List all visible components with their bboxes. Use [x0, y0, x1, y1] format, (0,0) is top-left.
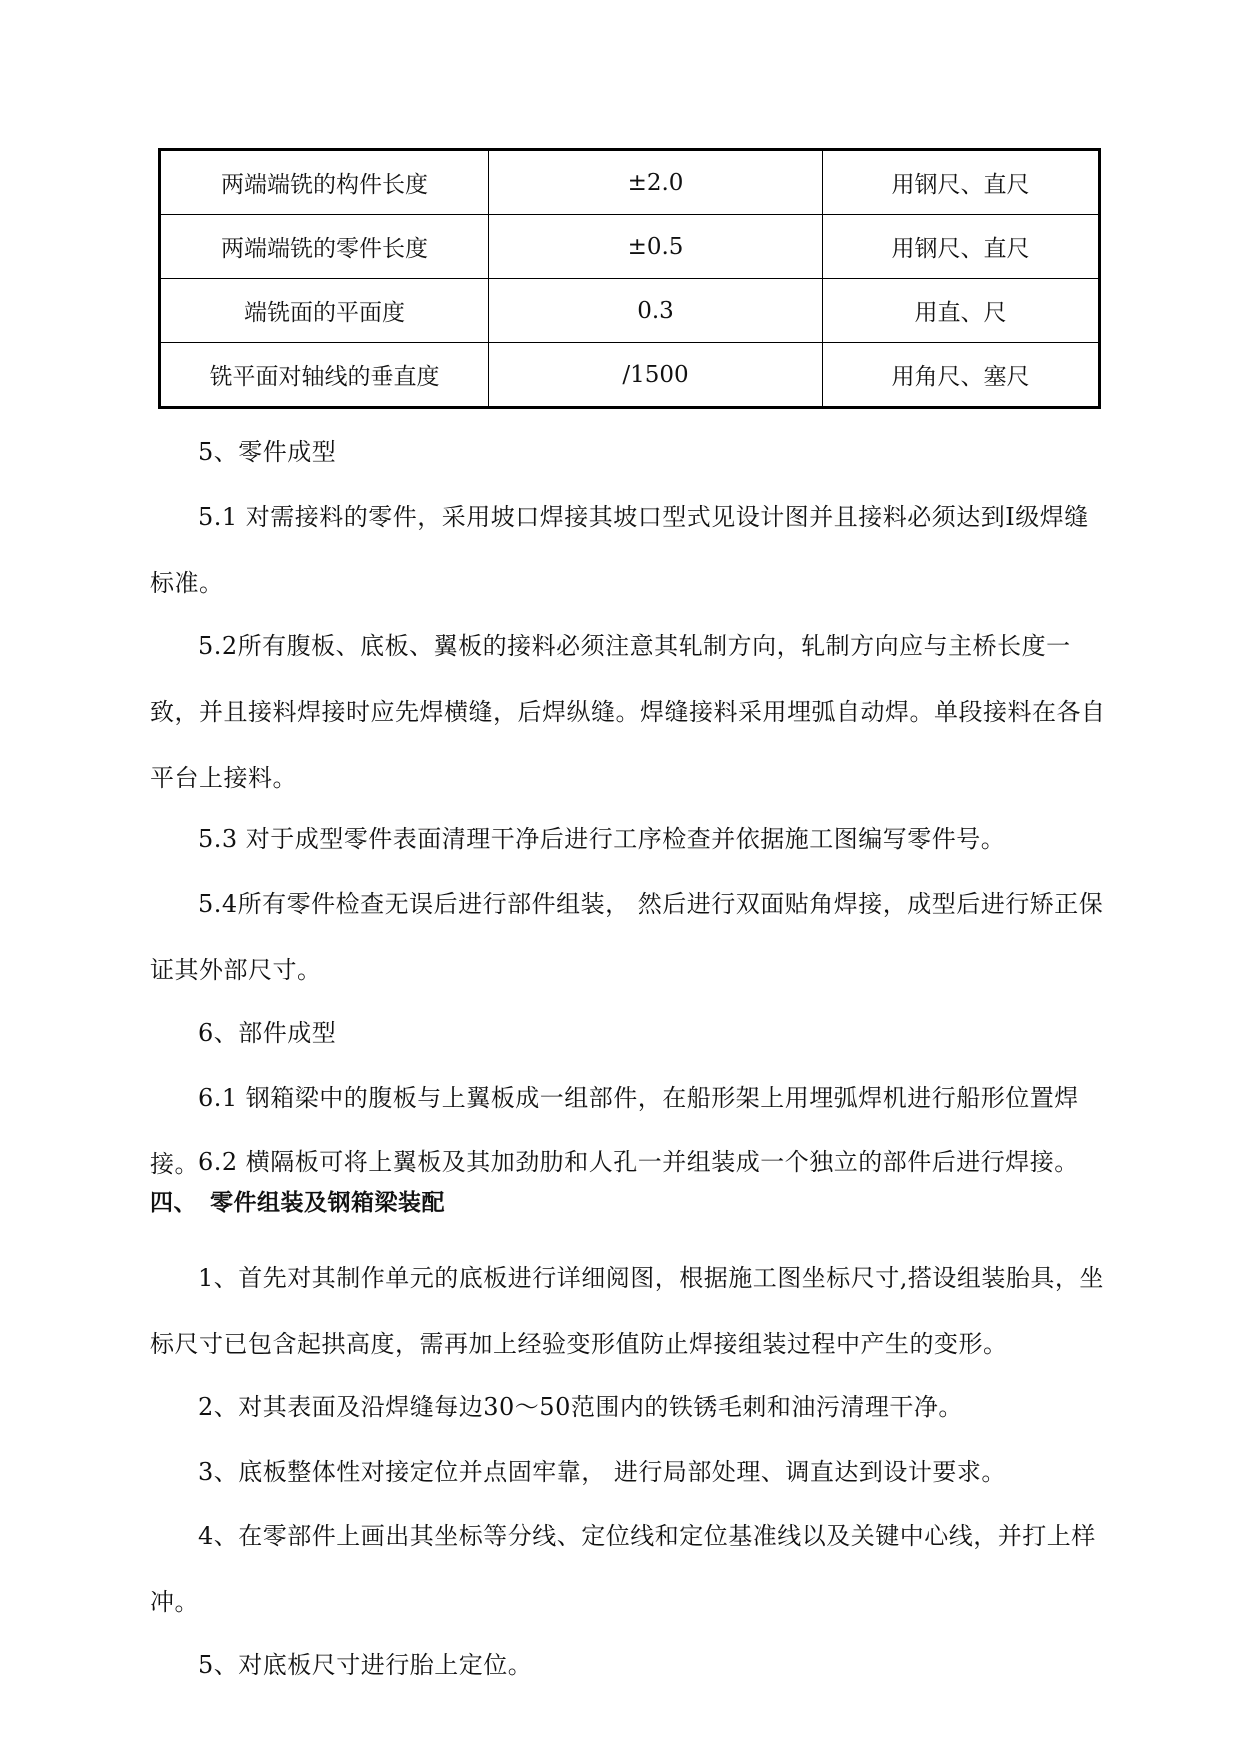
table-cell-method: 用直、尺	[823, 279, 1100, 343]
section-title-component-forming: 6、部件成型	[198, 1019, 337, 1047]
table-row	[160, 279, 1100, 343]
step-1: 1、首先对其制作单元的底板进行详细阅图，根据施工图坐标尺寸,搭设组装胎具，坐标尺寸已包含起拱高度，需再加上经验变形值防止焊接组装过程中产生的变形。	[150, 1264, 1104, 1358]
chapter-heading	[150, 1184, 1110, 1217]
paragraph-5-2: 5.2所有腹板、底板、翼板的接料必须注意其轧制方向，轧制方向应与主桥长度一致，并且接料焊接时应先焊横缝，后焊纵缝。焊缝接料采用埋弧自动焊。单段接料在各自平台上接料。	[150, 632, 1106, 792]
paragraph-5-4: 5.4所有零件检查无误后进行部件组装， 然后进行双面贴角焊接，成型后进行矫正保证其外部尺寸。	[150, 890, 1104, 984]
table-cell-item: 端铣面的平面度	[160, 279, 489, 343]
table-row	[160, 150, 1100, 215]
table-cell-tolerance: /1500	[489, 343, 823, 408]
step-5: 5、对底板尺寸进行胎上定位。	[198, 1651, 533, 1679]
table-cell-item: 两端端铣的构件长度	[160, 150, 489, 215]
table-cell-tolerance: ±0.5	[489, 215, 823, 279]
tolerance-table	[158, 148, 1101, 409]
table-cell-item: 两端端铣的零件长度	[160, 215, 489, 279]
step-4: 4、在零部件上画出其坐标等分线、定位线和定位基准线以及关键中心线，并打上样冲。	[150, 1522, 1096, 1616]
table-cell-item: 铣平面对轴线的垂直度	[160, 343, 489, 408]
table-cell-tolerance: 0.3	[489, 279, 823, 343]
paragraph-5-3: 5.3 对于成型零件表面清理干净后进行工序检查并依据施工图编写零件号。	[198, 825, 1006, 853]
section-title-part-forming: 5、零件成型	[198, 438, 337, 466]
table-row	[160, 215, 1100, 279]
table-cell-method: 用钢尺、直尺	[823, 150, 1100, 215]
paragraph-5-1: 5.1 对需接料的零件，采用坡口焊接其坡口型式见设计图并且接料必须达到Ⅰ级焊缝标准。	[150, 503, 1089, 597]
chapter-title: 零件组装及钢箱梁装配	[210, 1190, 445, 1216]
table-cell-method: 用角尺、塞尺	[823, 343, 1100, 408]
table-cell-tolerance: ±2.0	[489, 150, 823, 215]
step-2: 2、对其表面及沿焊缝每边30～50范围内的铁锈毛刺和油污清理干净。	[198, 1393, 963, 1421]
chapter-number: 四、	[150, 1190, 197, 1216]
table-cell-method: 用钢尺、直尺	[823, 215, 1100, 279]
step-3: 3、底板整体性对接定位并点固牢靠， 进行局部处理、调直达到设计要求。	[198, 1458, 1006, 1486]
paragraph-6-1: 6.1 钢箱梁中的腹板与上翼板成一组部件，在船形架上用埋弧焊机进行船形位置焊接。	[150, 1084, 1079, 1178]
table-row	[160, 343, 1100, 408]
paragraph-6-2: 6.2 横隔板可将上翼板及其加劲肋和人孔一并组装成一个独立的部件后进行焊接。	[198, 1148, 1079, 1176]
